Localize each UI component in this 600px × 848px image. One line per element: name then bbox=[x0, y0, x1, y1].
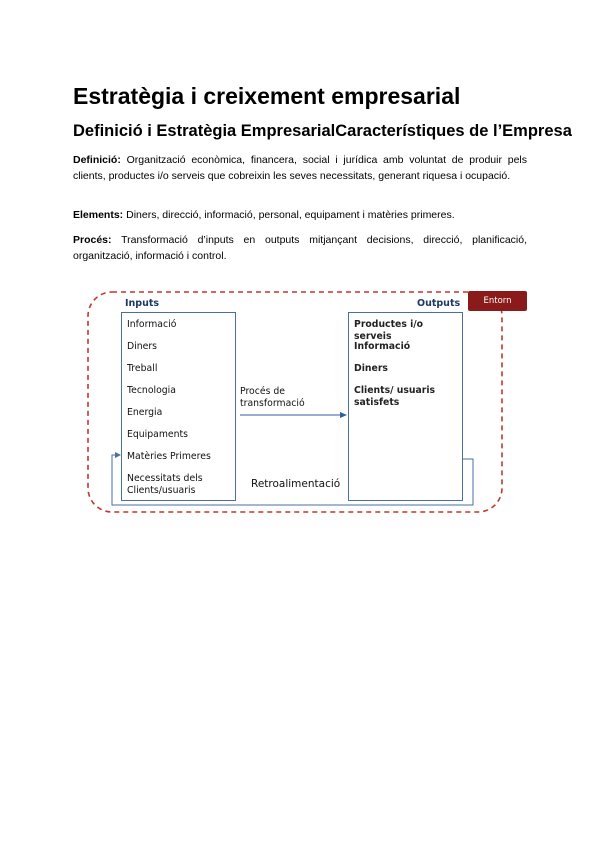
input-item: Energia bbox=[127, 407, 163, 418]
output-item: Productes i/o serveis bbox=[354, 319, 424, 342]
outputs-title: Outputs bbox=[417, 298, 461, 309]
page-title: Estratègia i creixement empresarial bbox=[73, 83, 461, 109]
definicio-label: Definició: bbox=[73, 154, 121, 166]
entorn-label: Entorn bbox=[468, 291, 527, 311]
elements-text: Diners, direcció, informació, personal, equipament i matèries primeres. bbox=[123, 209, 455, 221]
definicio-text: Organització econòmica, financera, social i jurídica amb voluntat de produir pels clients, productes i/o serveis que cobreixin les seves necessitats, generant riquesa i ocupació. bbox=[73, 154, 527, 182]
proces-label: Procés: bbox=[73, 234, 112, 246]
paragraph-definicio bbox=[73, 153, 527, 184]
elements-label: Elements: bbox=[73, 209, 124, 221]
paragraph-proces bbox=[73, 233, 527, 264]
outputs-box bbox=[348, 312, 463, 501]
output-item: Clients/ usuaris satisfets bbox=[354, 385, 436, 408]
output-item: Diners bbox=[354, 363, 388, 374]
input-item: Treball bbox=[127, 363, 158, 374]
inputs-title: Inputs bbox=[125, 298, 160, 309]
output-item: Informació bbox=[354, 341, 411, 352]
process-arrow-head bbox=[340, 412, 347, 418]
process-label: Procés de transformació bbox=[240, 386, 305, 409]
business-system-diagram bbox=[85, 287, 512, 515]
input-item: Informació bbox=[127, 319, 177, 330]
paragraph-elements bbox=[73, 208, 527, 224]
input-item: Necessitats dels Clients/usuaris bbox=[127, 473, 203, 496]
input-item: Tecnologia bbox=[127, 385, 176, 396]
proces-text: Transformació d’inputs en outputs mitjançant decisions, direcció, planificació, organització, informació i control. bbox=[73, 234, 527, 262]
feedback-label: Retroalimentació bbox=[251, 478, 341, 490]
input-item: Equipaments bbox=[127, 429, 189, 440]
page-subtitle: Definició i Estratègia EmpresarialCaracterístiques de l’Empresa bbox=[73, 122, 572, 140]
input-item: Diners bbox=[127, 341, 158, 352]
inputs-box bbox=[121, 312, 236, 501]
input-item: Matèries Primeres bbox=[127, 451, 211, 462]
